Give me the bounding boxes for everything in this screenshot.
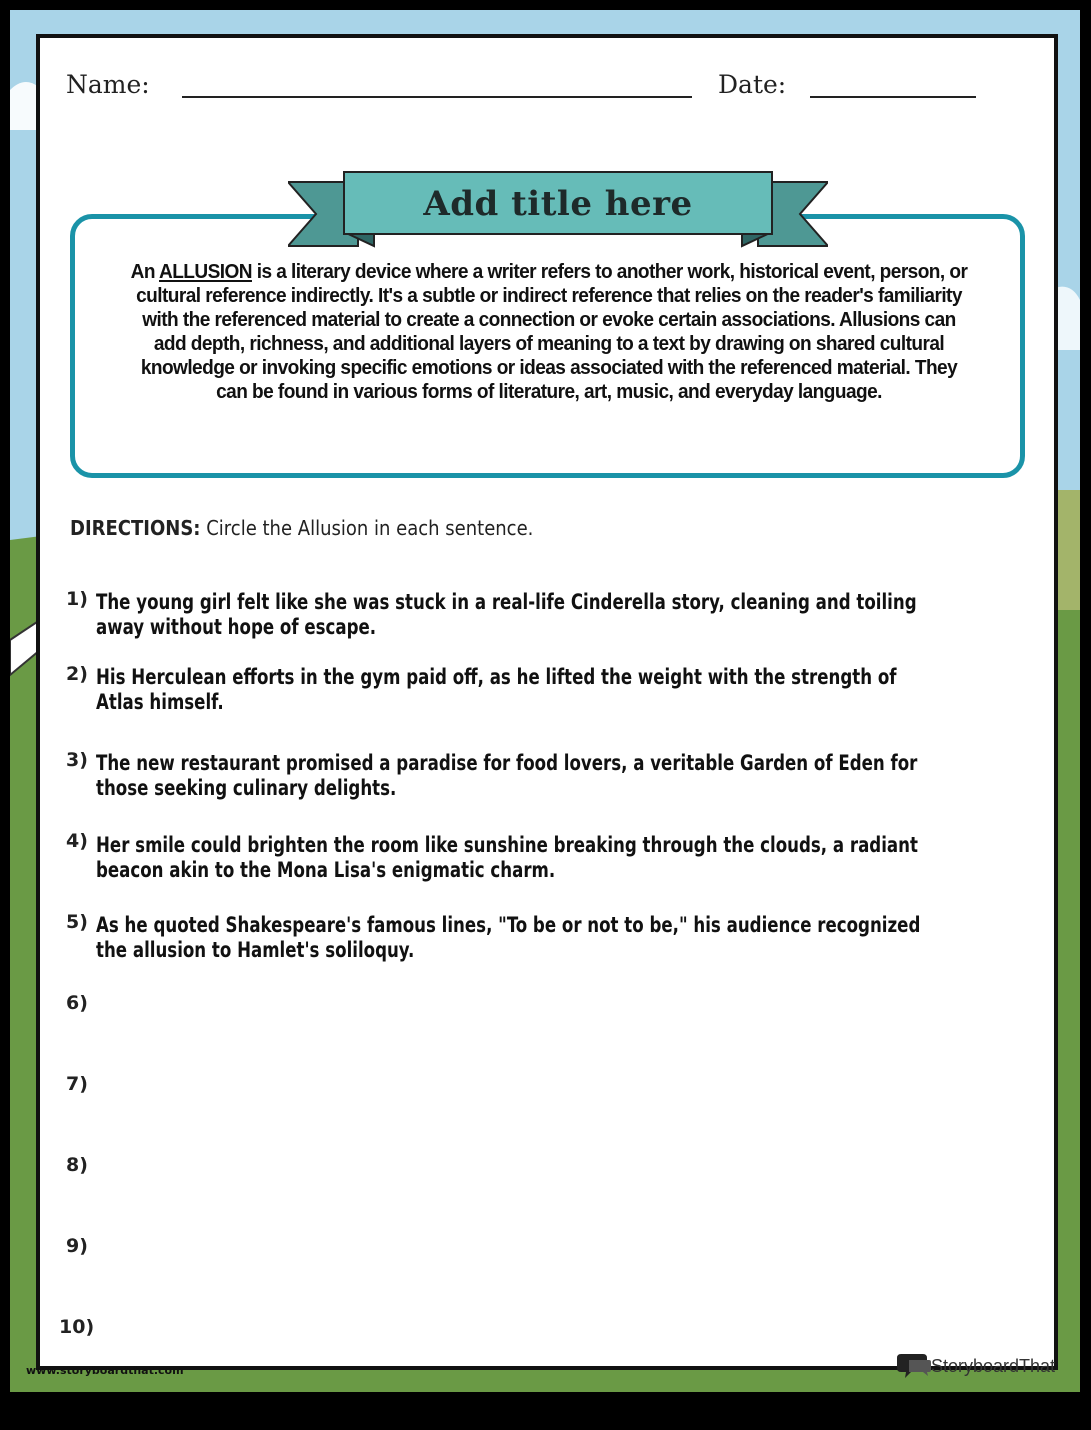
question-text: Her smile could brighten the room like sunshine breaking through the clouds, a radiant beacon akin to the Mona Lisa's enigmatic charm. <box>96 833 918 882</box>
question-text: As he quoted Shakespeare's famous lines, "To be or not to be," his audience recognized the allusion to Hamlet's soliloquy. <box>96 913 921 962</box>
brand-logo <box>897 1352 1067 1382</box>
directions <box>70 516 533 540</box>
question-number: 5) <box>66 911 88 933</box>
name-label: Name: <box>66 70 150 99</box>
footer-url: www.storyboardthat.com <box>26 1364 184 1377</box>
question-number: 7) <box>66 1073 88 1095</box>
question-number: 9) <box>66 1235 88 1257</box>
worksheet-title: Add title here <box>423 184 693 224</box>
question-text: His Herculean efforts in the gym paid off, as he lifted the weight with the strength of Atlas himself. <box>96 665 897 714</box>
question-number: 10) <box>59 1316 95 1338</box>
definition-lead: An <box>130 260 159 283</box>
question-number: 2) <box>66 663 88 685</box>
directions-text: Circle the Allusion in each sentence. <box>200 516 534 540</box>
question-text: The young girl felt like she was stuck in a real-life Cinderella story, cleaning and toiling away without hope of escape. <box>96 590 917 639</box>
date-label: Date: <box>718 70 787 99</box>
definition-body: is a literary device where a writer refers to another work, historical event, person, or cultural reference indirectly. It's a subtle or indirect reference that relies on the reader's familiarity with the referenced material to create a connection or evoke certain associations. Allusions can add depth, richness, and additional layers of meaning to a text by drawing on shared cultural knowledge or invoking specific emotions or ideas associated with the referenced material. They can be found in various forms of literature, art, music, and everyday language. <box>136 260 968 403</box>
date-line <box>810 96 976 98</box>
question-text: The new restaurant promised a paradise for food lovers, a veritable Garden of Eden for those seeking culinary delights. <box>96 751 918 800</box>
question-number: 1) <box>66 588 88 610</box>
brand-name: StoryboardThat <box>931 1356 1056 1376</box>
definition-term: ALLUSION <box>158 260 252 283</box>
name-line <box>182 96 692 98</box>
definition-text <box>126 260 972 404</box>
question-number: 6) <box>66 992 88 1014</box>
question-number: 4) <box>66 830 88 852</box>
question-number: 3) <box>66 749 88 771</box>
worksheet-page <box>36 34 1058 1370</box>
speech-bubble-icon <box>897 1352 931 1380</box>
question-number: 8) <box>66 1154 88 1176</box>
directions-label: DIRECTIONS: <box>70 516 201 540</box>
